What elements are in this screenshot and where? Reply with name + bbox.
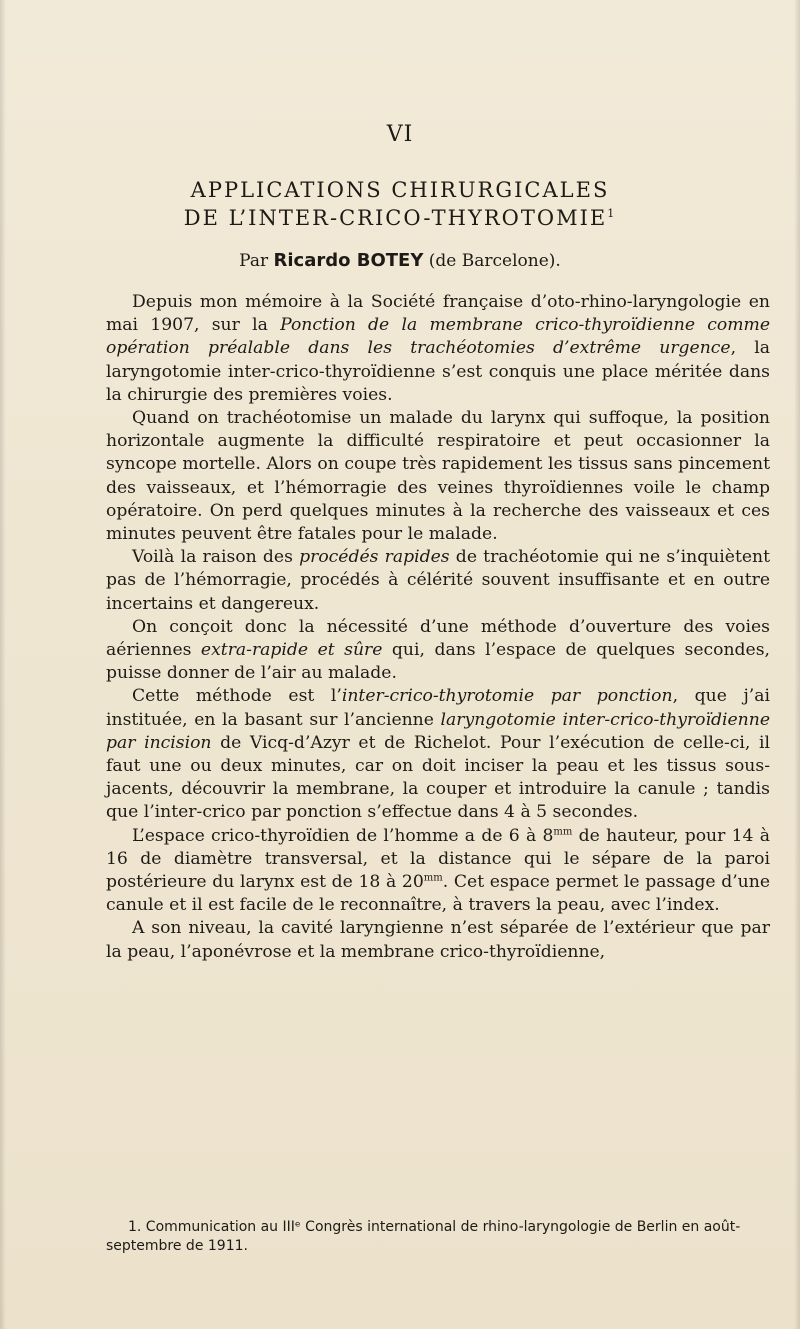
paragraph-6-text-a: L’espace crico-thyroïdien de l’homme a de 6 à 8 [132, 825, 554, 846]
title-line-2-text: DE L’INTER-CRICO-THYROTOMIE [183, 206, 608, 230]
article-body [106, 291, 770, 964]
title-line-2 [0, 206, 800, 230]
paragraph-5-text-a: Cette méthode est l’ [132, 686, 342, 707]
paragraph-5-text-e: de Vicq-d’Azyr et de Richelot. Pour l’exécution de celle-ci, il faut une ou deux minutes, car on doit inciser la peau et les tissus sous-jacents, découvrir la membrane, la couper et introduire la canule ; tandis que l’inter-crico par ponction s’effectue dans 4 à 5 secondes. [106, 732, 770, 823]
paragraph-5 [106, 685, 770, 824]
paragraph-1-text-c: , la laryngotomie inter-crico-thyroïdienne s’est conquis une place méritée dans la chirurgie des premières voies. [106, 338, 770, 405]
paragraph-1-italic-title: Ponction de la membrane crico-thyroïdienne comme opération préalable dans les trachéotomies d’extrême urgence [106, 315, 771, 359]
byline-prefix: Par [239, 251, 269, 271]
paragraph-1 [106, 291, 770, 407]
paragraph-3-italic: procédés rapides [299, 547, 450, 568]
paragraph-6 [106, 825, 770, 918]
title-footnote-mark: 1 [607, 207, 617, 220]
paragraph-5-italic-1: inter-crico-thyrotomie par ponction [341, 686, 673, 707]
paragraph-4-text-a: On conçoit donc la nécessité d’une méthode d’ouverture des voies aériennes [106, 616, 770, 661]
paragraph-3 [106, 546, 770, 616]
author-affiliation: (de Barcelone). [428, 251, 561, 271]
unit-superscript-2: mm [423, 872, 443, 884]
footnote-text: 1. Communication au IIIᵉ Congrès international de rhino-laryngologie de Berlin en août-septembre de 1911. [106, 1219, 741, 1254]
paragraph-7: A son niveau, la cavité laryngienne n’est séparée de l’extérieur que par la peau, l’aponévrose et la membrane crico-thyroïdienne, [106, 918, 770, 962]
paragraph-4-text-c: qui, dans l’espace de quelques secondes, puisse donner de l’air au malade. [106, 640, 770, 684]
paragraph-3-text-c: de trachéotomie qui ne s’inquiètent pas de l’hémorragie, procédés à célérité souvent insuffisante et en outre incertains et dangereux. [106, 547, 770, 614]
paragraph-1-text-a: Depuis mon mémoire à la Société française d’oto-rhino-laryngologie en mai 1907, sur la [106, 292, 770, 336]
paragraph-5-text-c: , que j’ai instituée, en la basant sur l’ancienne [106, 686, 770, 730]
paragraph-3-text-a: Voilà la raison des [132, 547, 300, 568]
chapter-number: VI [386, 122, 414, 147]
footnote [106, 1218, 770, 1256]
paragraph-2: Quand on trachéotomise un malade du larynx qui suffoque, la position horizontale augmente la difficulté respiratoire et peut occasionner la syncope mortelle. Alors on coupe très rapidement les tissus sans pincement des vaisseaux, et l’hémorragie des veines thyroïdiennes voile le champ opératoire. On perd quelques minutes à la recherche des vaisseaux et ces minutes peuvent être fatales pour le malade. [106, 408, 770, 545]
paragraph-6-text-c: . Cet espace permet le passage d’une canule et il est facile de le reconnaître, à travers la peau, avec l’index. [106, 872, 770, 916]
paragraph-4 [106, 616, 770, 686]
paragraph-4-italic: extra-rapide et sûre [200, 640, 383, 661]
paragraph-6-text-b: de hauteur, pour 14 à 16 de diamètre transversal, et la distance qui le sépare de la paroi postérieure du larynx est de 18 à 20 [106, 825, 770, 893]
unit-superscript-1: mm [553, 825, 573, 837]
paragraph-5-italic-2: laryngotomie inter-crico-thyroïdienne par incision [106, 709, 770, 753]
author-name: Ricardo BOTEY [273, 250, 424, 271]
title-line-1: APPLICATIONS CHIRURGICALES [190, 178, 610, 202]
byline [0, 250, 800, 271]
